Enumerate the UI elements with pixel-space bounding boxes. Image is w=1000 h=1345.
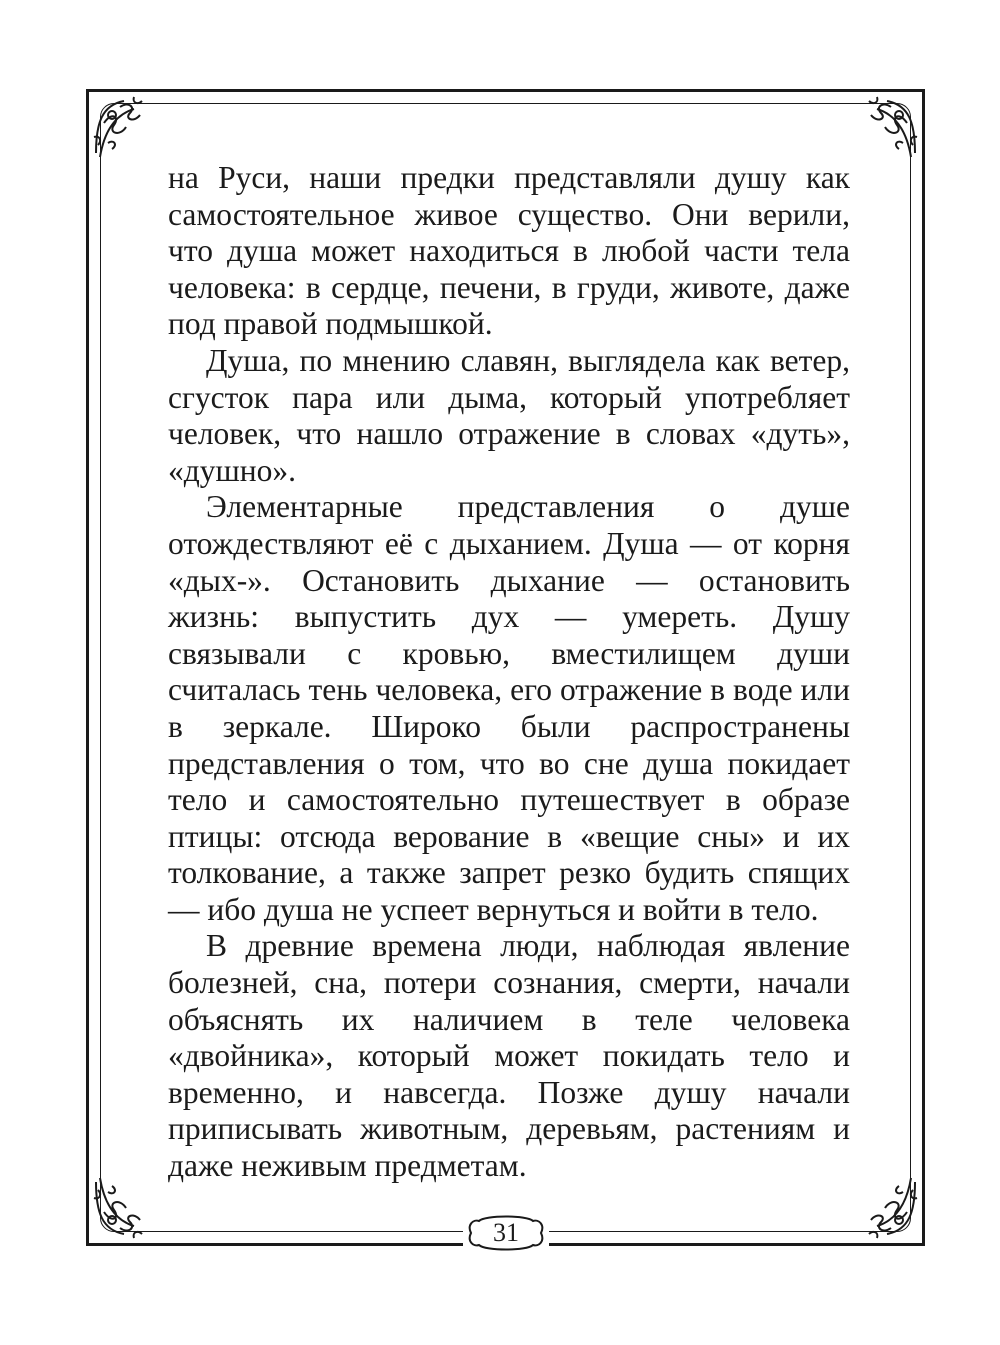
paragraph-2: Душа, по мнению славян, выглядела как ветер, сгусток пара или дыма, который употребляет человек, что нашло отражение в словах «дуть», «душно». [168, 342, 850, 488]
ornament-corner-icon [851, 1172, 921, 1242]
ornament-corner-icon [90, 93, 160, 163]
paragraph-3: Элементарные представления о душе отождествляют её с дыханием. Душа — от корня «дых-». Остановить дыхание — остановить жизнь: выпустить дух — умереть. Душу связывали с кровью, вместилищем души считалась тень человека, его отражение в воде или в зеркале. Широко были распространены представления о том, что во сне душа покидает тело и самостоятельно путешествует в образе птицы: отсюда верование в «вещие сны» и их толкование, а также запрет резко будить спящих — ибо душа не успеет вернуться и войти в тело. [168, 489, 850, 927]
paragraph-1: на Руси, наши предки представляли душу как самостоятельное живое существо. Они верили, что душа может находиться в любой части тела человека: в сердце, печени, в груди, животе, даже под правой подмышкой. [168, 160, 850, 342]
body-text [168, 160, 850, 1185]
page-number: 31 [493, 1218, 519, 1247]
page-number-plaque [463, 1213, 549, 1253]
ornament-corner-icon [851, 93, 921, 163]
ornament-corner-icon [90, 1172, 160, 1242]
paragraph-4: В древние времена люди, наблюдая явление болезней, сна, потери сознания, смерти, начали объяснять их наличием в теле человека «двойника», который может покидать тело и временно, и навсегда. Позже душу начали приписывать животным, деревьям, растениям и даже неживым предметам. [168, 928, 850, 1184]
